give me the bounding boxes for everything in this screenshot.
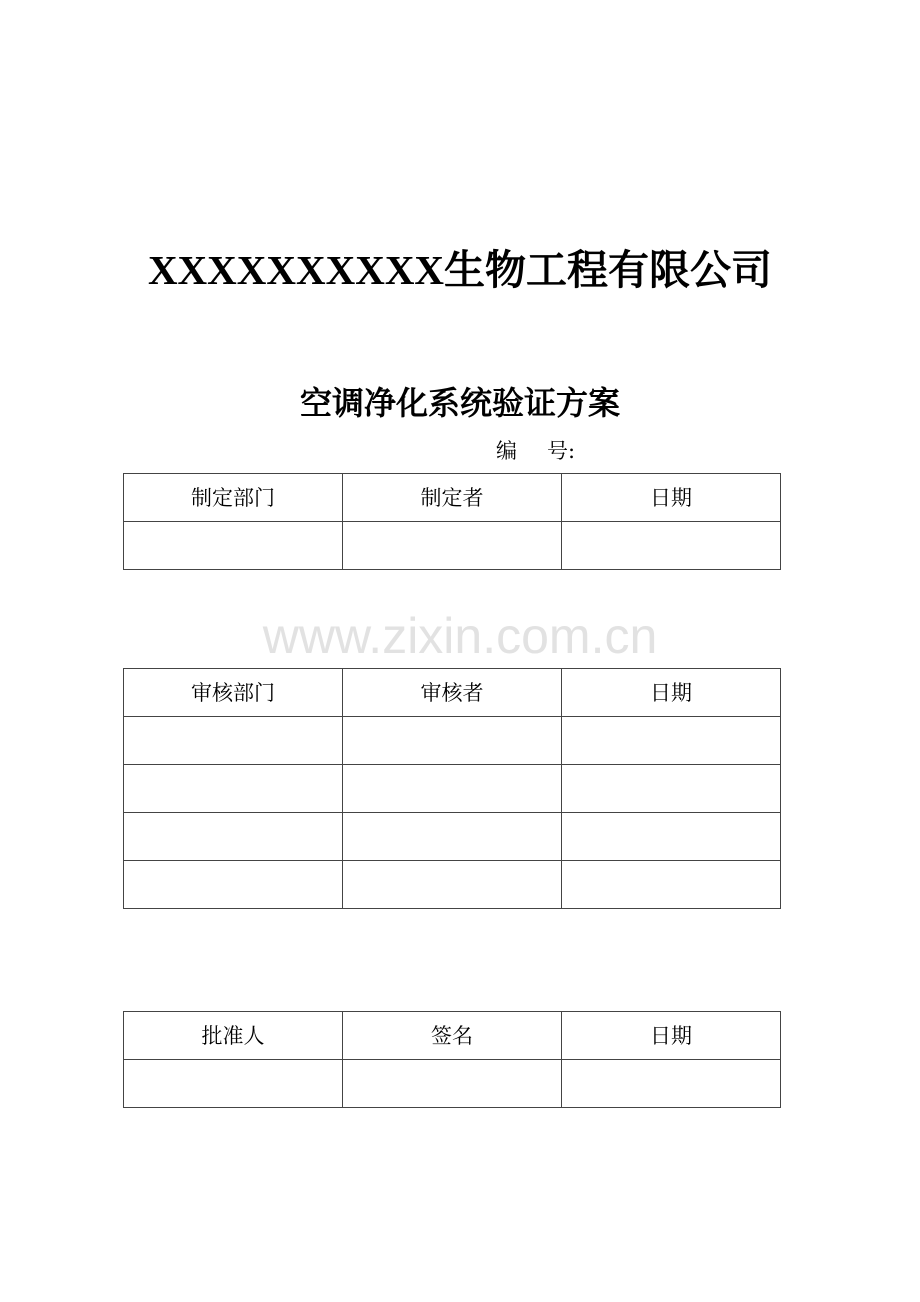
table-header-row <box>124 474 781 522</box>
table-cell <box>343 765 562 813</box>
company-name <box>0 240 920 300</box>
table-cell <box>562 1060 781 1108</box>
header-cell-approver: 批准人 <box>124 1012 343 1060</box>
table-cell <box>562 861 781 909</box>
review-table <box>123 668 781 909</box>
header-cell-date: 日期 <box>562 669 781 717</box>
table-row <box>124 861 781 909</box>
table-cell <box>124 765 343 813</box>
header-cell-date: 日期 <box>562 1012 781 1060</box>
code-label-char-1: 编 <box>496 439 517 463</box>
approve-table <box>123 1011 781 1108</box>
table-cell <box>562 765 781 813</box>
table-row <box>124 717 781 765</box>
code-colon: : <box>568 439 576 463</box>
header-cell-reviewer: 审核者 <box>343 669 562 717</box>
table-cell <box>343 861 562 909</box>
table-row <box>124 1060 781 1108</box>
table-cell <box>562 717 781 765</box>
table-cell <box>124 813 343 861</box>
table-row <box>124 522 781 570</box>
table-cell <box>124 861 343 909</box>
table-header-row <box>124 669 781 717</box>
document-code-line <box>496 436 575 466</box>
table-cell <box>562 813 781 861</box>
header-cell-department: 制定部门 <box>124 474 343 522</box>
table-cell <box>124 522 343 570</box>
header-cell-date: 日期 <box>562 474 781 522</box>
header-cell-signature: 签名 <box>343 1012 562 1060</box>
watermark: www.zixin.com.cn <box>262 608 658 664</box>
header-cell-author: 制定者 <box>343 474 562 522</box>
table-row <box>124 813 781 861</box>
table-cell <box>124 717 343 765</box>
table-cell <box>562 522 781 570</box>
table-cell <box>343 1060 562 1108</box>
table-cell <box>124 1060 343 1108</box>
company-name-prefix: XXXXXXXXXX <box>147 247 445 293</box>
company-name-suffix: 生物工程有限公司 <box>444 246 773 294</box>
document-title: 空调净化系统验证方案 <box>299 384 620 422</box>
prepare-table <box>123 473 781 570</box>
table-cell <box>343 522 562 570</box>
code-label-char-2: 号 <box>547 439 568 463</box>
header-cell-department: 审核部门 <box>124 669 343 717</box>
table-cell <box>343 717 562 765</box>
table-cell <box>343 813 562 861</box>
table-header-row <box>124 1012 781 1060</box>
table-row <box>124 765 781 813</box>
